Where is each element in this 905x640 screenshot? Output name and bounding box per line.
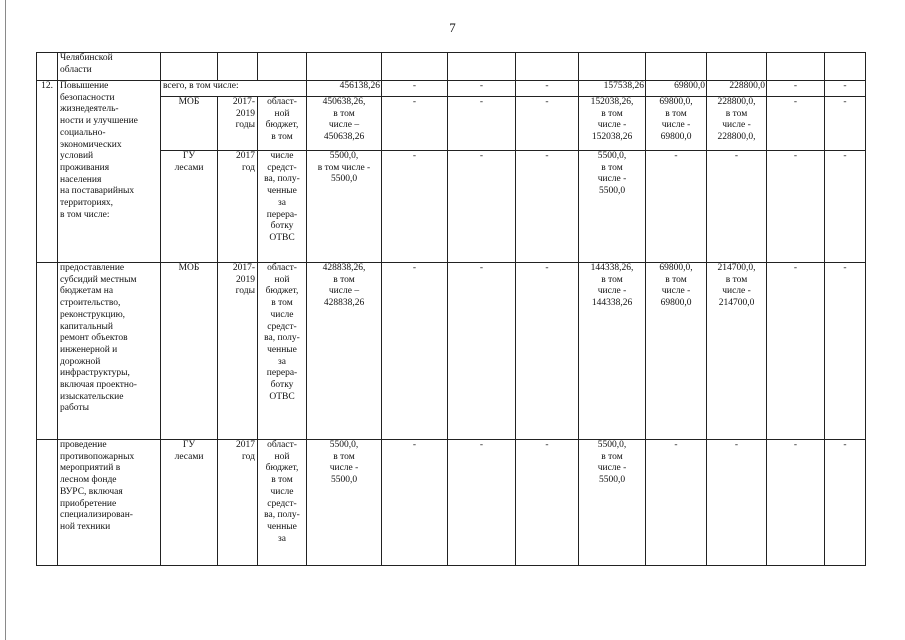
year-cell bbox=[825, 53, 866, 81]
year-cell: - bbox=[767, 263, 825, 440]
executor-cell: МОБ bbox=[161, 97, 218, 151]
event-name-cell: предоставление субсидий местным бюджетам на строительство, реконструкцию, капитальный ремонт объектов инженерной и дорожной инфраструктуры, включая проектно- изыскательские работы bbox=[58, 263, 161, 440]
year-cell bbox=[516, 53, 579, 81]
year-cell: - bbox=[382, 151, 448, 263]
executor-cell: МОБ bbox=[161, 263, 218, 440]
period-cell: 2017 год bbox=[218, 440, 258, 566]
row-number-cell bbox=[37, 263, 58, 440]
year-cell: 69800,0 bbox=[646, 81, 707, 97]
period-cell: 2017 год bbox=[218, 151, 258, 263]
year-cell: - bbox=[646, 151, 707, 263]
year-cell: - bbox=[448, 151, 516, 263]
total-cell: 428838,26, в том числе – 428838,26 bbox=[307, 263, 382, 440]
row-number-cell: 12. bbox=[37, 81, 58, 263]
year-cell: - bbox=[516, 440, 579, 566]
year-cell: 214700,0, в том числе - 214700,0 bbox=[707, 263, 767, 440]
total-cell bbox=[307, 53, 382, 81]
year-cell: 5500,0, в том числе - 5500,0 bbox=[579, 151, 646, 263]
total-cell: 5500,0, в том числе - 5500,0 bbox=[307, 440, 382, 566]
year-cell: - bbox=[825, 440, 866, 566]
period-cell bbox=[218, 53, 258, 81]
table-row bbox=[37, 53, 866, 81]
event-name-cell: Повышение безопасности жизнедеятель- ности и улучшение социально- экономических условий проживания населения на поставарийных территориях, в том числе: bbox=[58, 81, 161, 263]
year-cell: - bbox=[448, 97, 516, 151]
budget-table bbox=[36, 52, 866, 566]
table-row bbox=[37, 263, 866, 440]
year-cell: - bbox=[825, 97, 866, 151]
summary-label-cell: всего, в том числе: bbox=[161, 81, 307, 97]
source-cell: числе средст- ва, полу- ченные за перера- ботку ОТВС bbox=[258, 151, 307, 263]
table-row bbox=[37, 97, 866, 151]
year-cell: - bbox=[448, 440, 516, 566]
period-cell: 2017- 2019 годы bbox=[218, 263, 258, 440]
executor-cell: ГУ лесами bbox=[161, 440, 218, 566]
page-number: 7 bbox=[449, 20, 456, 35]
table-row bbox=[37, 151, 866, 263]
table-row bbox=[37, 440, 866, 566]
source-cell bbox=[258, 53, 307, 81]
year-cell bbox=[707, 53, 767, 81]
year-cell bbox=[646, 53, 707, 81]
year-cell: 5500,0, в том числе - 5500,0 bbox=[579, 440, 646, 566]
year-cell bbox=[382, 53, 448, 81]
year-cell: 69800,0, в том числе - 69800,0 bbox=[646, 263, 707, 440]
year-cell: - bbox=[825, 263, 866, 440]
year-cell bbox=[579, 53, 646, 81]
year-cell: - bbox=[767, 81, 825, 97]
year-cell: - bbox=[516, 263, 579, 440]
executor-cell bbox=[161, 53, 218, 81]
year-cell: 228800,0, в том числе - 228800,0, bbox=[707, 97, 767, 151]
year-cell: - bbox=[448, 81, 516, 97]
year-cell: - bbox=[382, 263, 448, 440]
year-cell: 69800,0, в том числе - 69800,0 bbox=[646, 97, 707, 151]
source-cell: област- ной бюджет, в том числе средст- ва, полу- ченные за перера- ботку ОТВС bbox=[258, 263, 307, 440]
year-cell: - bbox=[382, 440, 448, 566]
year-cell: - bbox=[767, 440, 825, 566]
year-cell: - bbox=[448, 263, 516, 440]
row-number-cell bbox=[37, 440, 58, 566]
year-cell: - bbox=[516, 81, 579, 97]
year-cell: 228800,0 bbox=[707, 81, 767, 97]
event-name-cell: Челябинской области bbox=[58, 53, 161, 81]
year-cell bbox=[448, 53, 516, 81]
source-cell: област- ной бюджет, в том bbox=[258, 97, 307, 151]
total-cell: 450638,26, в том числе – 450638,26 bbox=[307, 97, 382, 151]
year-cell: - bbox=[767, 97, 825, 151]
year-cell: - bbox=[516, 97, 579, 151]
year-cell: - bbox=[825, 151, 866, 263]
year-cell: 157538,26 bbox=[579, 81, 646, 97]
year-cell: - bbox=[646, 440, 707, 566]
year-cell: - bbox=[516, 151, 579, 263]
year-cell bbox=[767, 53, 825, 81]
year-cell: 144338,26, в том числе - 144338,26 bbox=[579, 263, 646, 440]
year-cell: - bbox=[767, 151, 825, 263]
total-cell: 456138,26 bbox=[307, 81, 382, 97]
scan-left-edge-line bbox=[5, 0, 6, 640]
year-cell: - bbox=[825, 81, 866, 97]
year-cell: 152038,26, в том числе - 152038,26 bbox=[579, 97, 646, 151]
year-cell: - bbox=[707, 440, 767, 566]
row-number-cell bbox=[37, 53, 58, 81]
year-cell: - bbox=[707, 151, 767, 263]
year-cell: - bbox=[382, 97, 448, 151]
executor-cell: ГУ лесами bbox=[161, 151, 218, 263]
period-cell: 2017- 2019 годы bbox=[218, 97, 258, 151]
year-cell: - bbox=[382, 81, 448, 97]
table-row bbox=[37, 81, 866, 97]
total-cell: 5500,0, в том числе - 5500,0 bbox=[307, 151, 382, 263]
event-name-cell: проведение противопожарных мероприятий в лесном фонде ВУРС, включая приобретение специализирован- ной техники bbox=[58, 440, 161, 566]
source-cell: област- ной бюджет, в том числе средст- ва, полу- ченные за bbox=[258, 440, 307, 566]
